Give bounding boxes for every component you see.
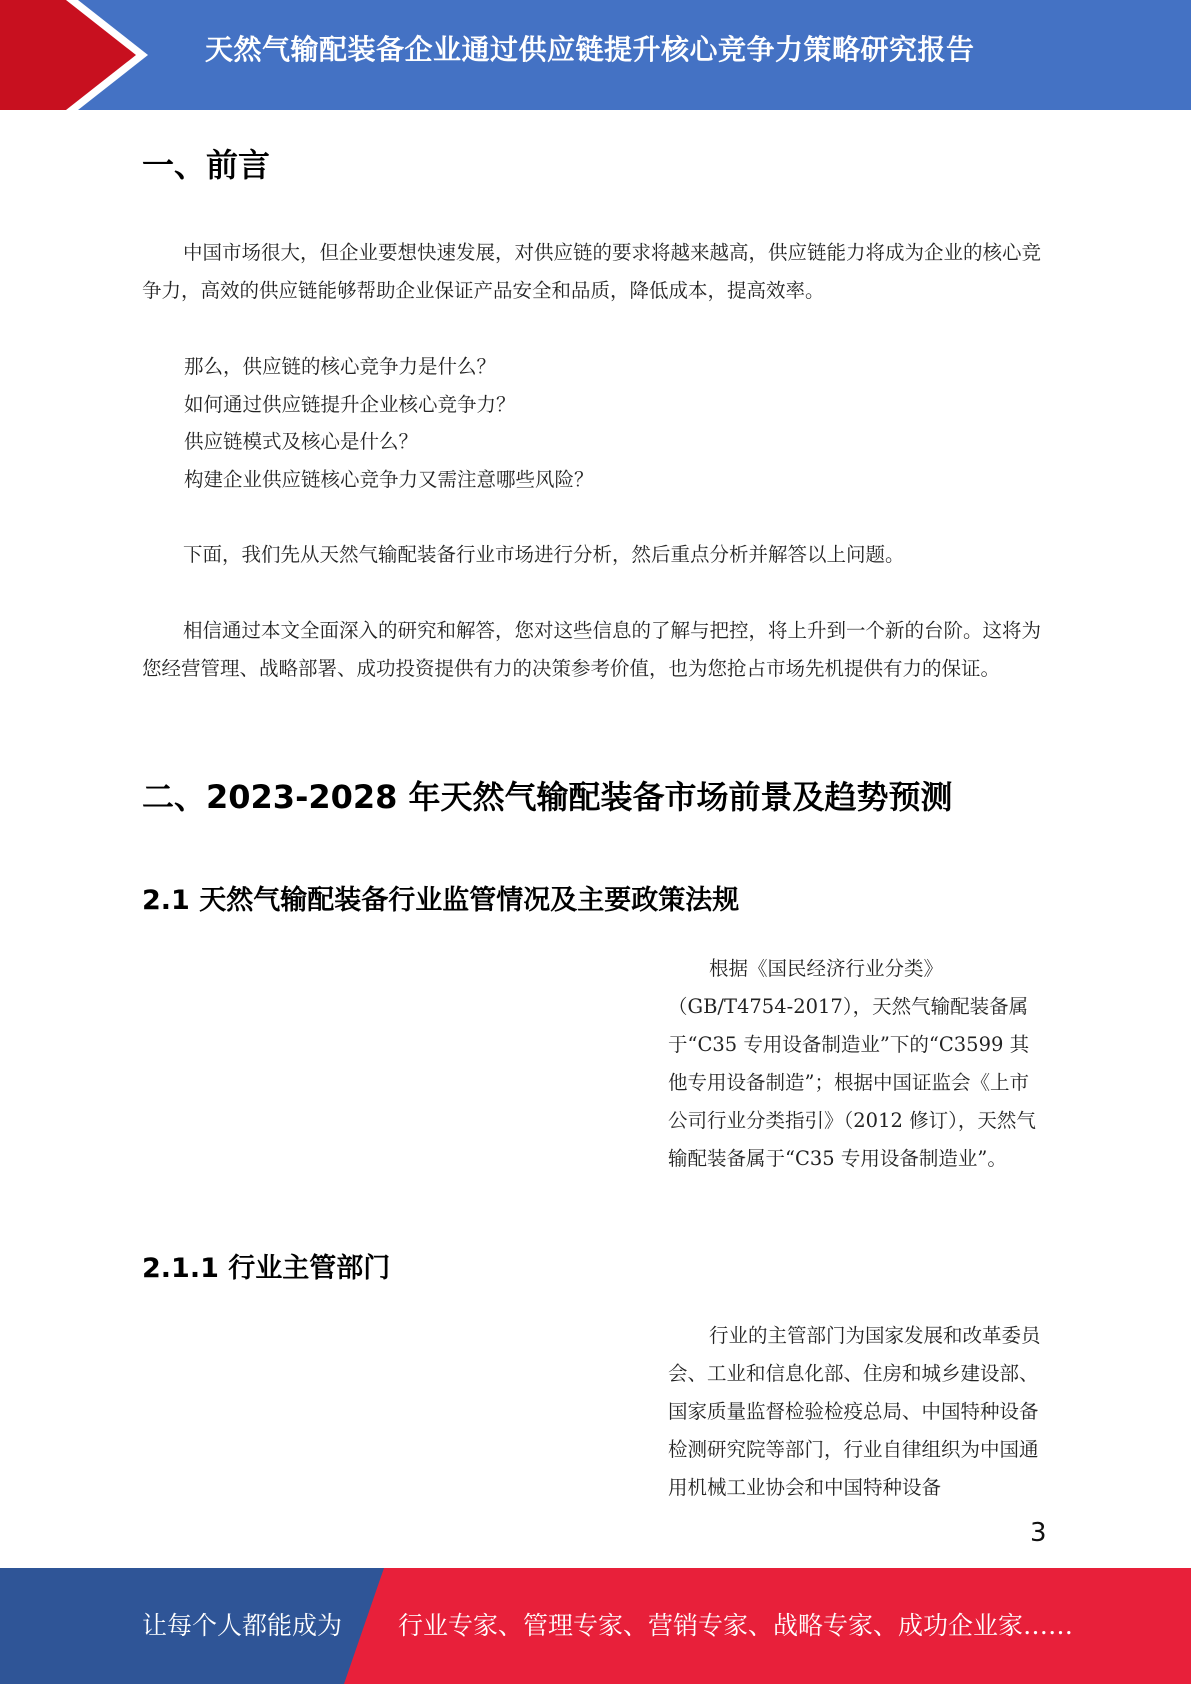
footer-banner: [0, 1568, 1191, 1684]
footer-slogan-left: 让每个人都能成为: [142, 1611, 343, 1640]
question-2: 如何通过供应链提升企业核心竞争力？: [184, 393, 516, 416]
subsection-heading-2-1: 2.1 天然气输配装备行业监管情况及主要政策法规: [142, 885, 740, 916]
subsection-2-1-1-text: 行业的主管部门为国家发展和改革委员会、工业和信息化部、住房和城乡建设部、国家质量监督检验检疫总局、中国特种设备检测研究院等部门，行业自律组织为中国通用机械工业协会和中国特种设备: [668, 1324, 1041, 1499]
footer-slogan-right: 行业专家、管理专家、营销专家、战略专家、成功企业家……: [398, 1611, 1074, 1640]
subsection-heading-2-1-1: 2.1.1 行业主管部门: [142, 1253, 391, 1284]
preface-paragraph-1: 中国市场很大，但企业要想快速发展，对供应链的要求将越来越高，供应链能力将成为企业的核心竞争力，高效的供应链能够帮助企业保证产品安全和品质，降低成本，提高效率。: [142, 241, 1042, 302]
preface-paragraph-3: 相信通过本文全面深入的研究和解答，您对这些信息的了解与把控，将上升到一个新的台阶。这将为您经营管理、战略部署、成功投资提供有力的决策参考价值，也为您抢占市场先机提供有力的保证。: [142, 619, 1042, 680]
question-1: 那么，供应链的核心竞争力是什么？: [184, 355, 497, 378]
section-heading-forecast: 二、2023-2028 年天然气输配装备市场前景及趋势预测: [142, 778, 953, 816]
section-heading-preface: 一、前言: [142, 146, 271, 184]
report-title: 天然气输配装备企业通过供应链提升核心竞争力策略研究报告: [205, 33, 975, 66]
subsection-2-1-text: 根据《国民经济行业分类》（GB/T4754-2017），天然气输配装备属于“C35 专用设备制造业”下的“C3599 其他专用设备制造”；根据中国证监会《上市公司行业分类指引》（2012 修订），天然气输配装备属于“C35 专用设备制造业”。: [668, 957, 1036, 1170]
question-3: 供应链模式及核心是什么？: [184, 430, 419, 453]
page-number: 3: [1030, 1518, 1047, 1548]
preface-paragraph-2: 下面，我们先从天然气输配装备行业市场进行分析，然后重点分析并解答以上问题。: [183, 543, 905, 566]
question-4: 构建企业供应链核心竞争力又需注意哪些风险？: [184, 468, 594, 491]
header-banner: [0, 0, 1191, 110]
